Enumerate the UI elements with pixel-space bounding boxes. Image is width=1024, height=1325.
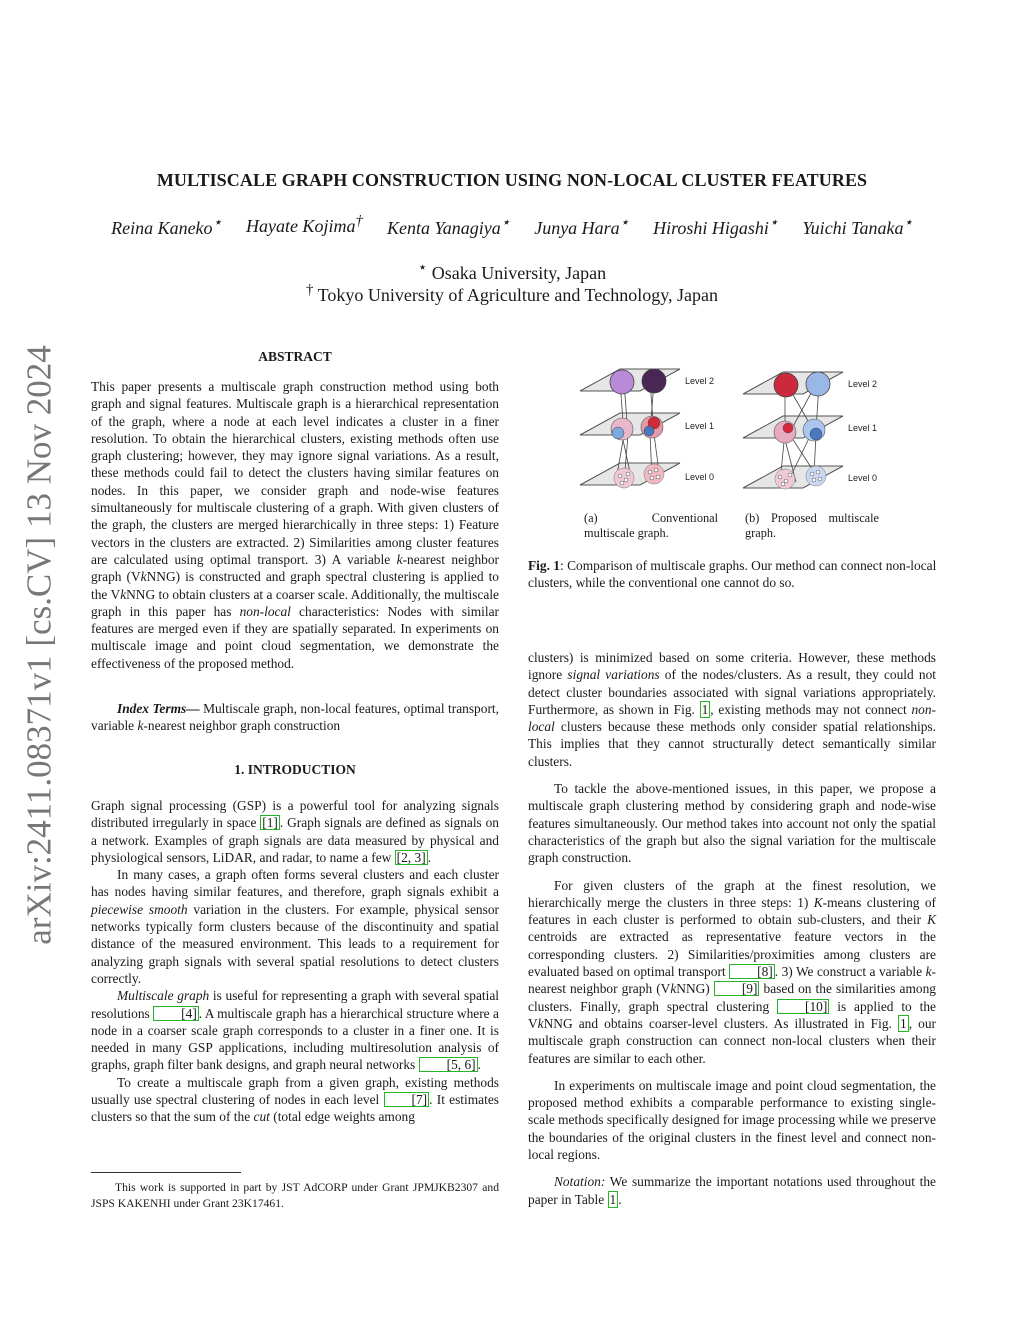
- level-label: Level 1: [685, 421, 715, 431]
- panel-a: [580, 369, 714, 488]
- abstract-heading: ABSTRACT: [258, 349, 332, 364]
- graph-node: [642, 369, 666, 393]
- graph-node: [806, 466, 826, 486]
- subfigure-caption-a: (a) Conventional multiscale graph.: [584, 511, 718, 540]
- graph-node: [774, 373, 798, 397]
- graph-node: [806, 372, 830, 396]
- graph-node: [610, 370, 634, 394]
- affiliation: ⋆ Osaka University, Japan: [417, 260, 607, 283]
- citation-link[interactable]: [8]: [729, 964, 775, 979]
- table-ref-link[interactable]: 1: [609, 1191, 617, 1207]
- introduction-body: Graph signal processing (GSP) is a powerful tool for analyzing signals distributed irregularly in space [1] . Graph signals are defined as signals on a network. Examples of graph signals are data measured by physical and physiological sensors, LiDAR, and radar, to name a few [2, 3] . In many cases, a graph often forms several clusters and each cluster has nodes having similar features, and therefore, graph signals exhibit a piecewise smooth variation in the clusters. For example, physical sensor networks typically form clusters because of the discontinuity and spatial distance of the measured environment. This leads to a requirement for analyzing graph signals with several spatial resolutions to detect clusters correctly. Multiscale graph is useful for representing a graph with several spatial resolutions [4] . A multiscale graph has a hierarchical structure where a node in a coarser scale graph corresponds to a cluster in a finer one. It is needed in many GSP applications, including multiresolution analysis of graphs, graph filter bank designs, and graph neural networks [5, 6] . To create a multiscale graph from a given graph, existing methods usually use spectral clustering of nodes in each level [7] . It estimates clusters so that the sum of the cut (total edge weights among: [91, 798, 499, 1125]
- subfigure-caption-b: (b) Proposed multiscale graph.: [745, 511, 879, 540]
- author: Hayate Kojima†: [245, 213, 363, 236]
- index-terms: Index Terms— Multiscale graph, non-local features, optimal transport, variable k-nearest neighbor graph construction: [91, 701, 499, 734]
- author: Junya Hara⋆: [534, 215, 630, 238]
- author: Hiroshi Higashi⋆: [653, 215, 779, 238]
- level-label: Level 0: [685, 472, 715, 482]
- footnote: This work is supported in part by JST AdCORP under Grant JPMJKB2307 and JSPS KAKENHI under Grant 23K17461.: [91, 1181, 499, 1210]
- right-column-body: clusters) is minimized based on some criteria. However, these methods ignore signal variations of the nodes/clusters. As a result, they could not detect cluster boundaries associated with signal variations appropriately. Furthermore, as shown in Fig. 1 , existing methods may not connect non-local clusters because these methods only consider spatial relationships. This implies that they cannot structurally detect semantically similar clusters. To tackle the above-mentioned issues, in this paper, we propose a multiscale graph clustering method by considering graph and node-wise features simultaneously. Our method takes into account not only the spatial characteristics of the graph but also the signal variation for the multiscale graph construction. For given clusters of the graph at the finest resolution, we hierarchically merge the clusters in three steps: 1) K-means clustering of features in each cluster is performed to obtain sub-clusters, and their K centroids are extracted as representative feature vectors in the corresponding clusters. 2) Similarities/proximities among clusters are evaluated based on optimal transport [8] . 3) We construct a variable k-nearest neighbor graph (VkNNG) [9] based on the similarities among clusters. Finally, graph spectral clustering [10] is applied to the VkNNG and obtains coarser-level clusters. As illustrated in Fig. 1 , our multiscale graph construction can connect non-local clusters when their features are similar to each other. In experiments on multiscale image and point cloud segmentation, the proposed method exhibits a comparable performance to existing single-scale methods specifically designed for image processing while we preserve the boundaries of the original clusters in the finest level and connect non-local regions. Notation: We summarize the important notations used throughout the paper in Table 1 .: [528, 650, 937, 1207]
- citation-link[interactable]: [2, 3]: [396, 849, 426, 865]
- figure-label: Fig. 1: [528, 558, 560, 573]
- abstract-body: This paper presents a multiscale graph construction method using both graph and signal features. Multiscale graph is a hierarchical representation of the graph, where a node at each level indicates a cluster in a finer resolution. To obtain the hierarchical clusters, existing methods often use graph clustering; however, they may ignore signal variations. As a result, these methods could fail to detect the clusters having similar features on nodes. In this paper, we consider graph and node-wise features simultaneously for multiscale clustering of a graph. With given clusters of the graph, the clusters are merged hierarchically in three steps: 1) Feature vectors in the clusters are extracted. 2) Similarities among cluster features are calculated using optimal transport. 3) A variable k-nearest neighbor graph (VkNNG) is constructed and graph spectral clustering is applied to the VkNNG to obtain clusters at a coarser scale. Additionally, the multiscale graph in this paper has non-local characteristics: Nodes with similar features are merged even if they are spatially separated. In experiments on multiscale image and point cloud segmentation, we demonstrate the effectiveness of the proposed method.: [91, 379, 500, 671]
- introduction-heading: 1. INTRODUCTION: [234, 762, 356, 777]
- figure-ref-link[interactable]: 1: [701, 701, 709, 717]
- graph-node: [810, 428, 822, 440]
- graph-node: [644, 426, 654, 436]
- graph-node: [644, 464, 664, 484]
- arxiv-stamp: arXiv:2411.08371v1 [cs.CV] 13 Nov 2024: [20, 345, 60, 945]
- graph-node: [612, 427, 624, 439]
- author: Yuichi Tanaka⋆: [802, 215, 913, 238]
- citation-link[interactable]: [4]: [153, 1006, 199, 1021]
- figure-ref-link[interactable]: 1: [900, 1015, 907, 1031]
- footnote-rule: [91, 1172, 241, 1173]
- author: Reina Kaneko⋆: [111, 215, 222, 238]
- graph-node: [614, 468, 634, 488]
- citation-link[interactable]: [1]: [262, 815, 278, 831]
- citation-link[interactable]: [10]: [777, 999, 829, 1014]
- citation-link[interactable]: [7]: [384, 1092, 430, 1107]
- author: Kenta Yanagiya⋆: [386, 215, 511, 238]
- level-label: Level 2: [848, 379, 878, 389]
- figure-caption: Fig. 1: Comparison of multiscale graphs. Our method can connect non-local clusters, while the conventional one cannot do so.: [528, 558, 937, 590]
- panel-b: [743, 372, 877, 489]
- author-list: [60, 213, 964, 239]
- citation-link[interactable]: [5, 6]: [419, 1057, 478, 1072]
- level-label: Level 0: [848, 473, 878, 483]
- figure-1-diagram: [580, 362, 940, 512]
- affiliation: † Tokyo University of Agriculture and Technology, Japan: [305, 282, 719, 305]
- paper-title: MULTISCALE GRAPH CONSTRUCTION USING NON-LOCAL CLUSTER FEATURES: [156, 170, 868, 190]
- graph-node: [783, 423, 793, 433]
- level-label: Level 1: [848, 423, 878, 433]
- level-label: Level 2: [685, 376, 715, 386]
- citation-link[interactable]: [9]: [714, 981, 760, 996]
